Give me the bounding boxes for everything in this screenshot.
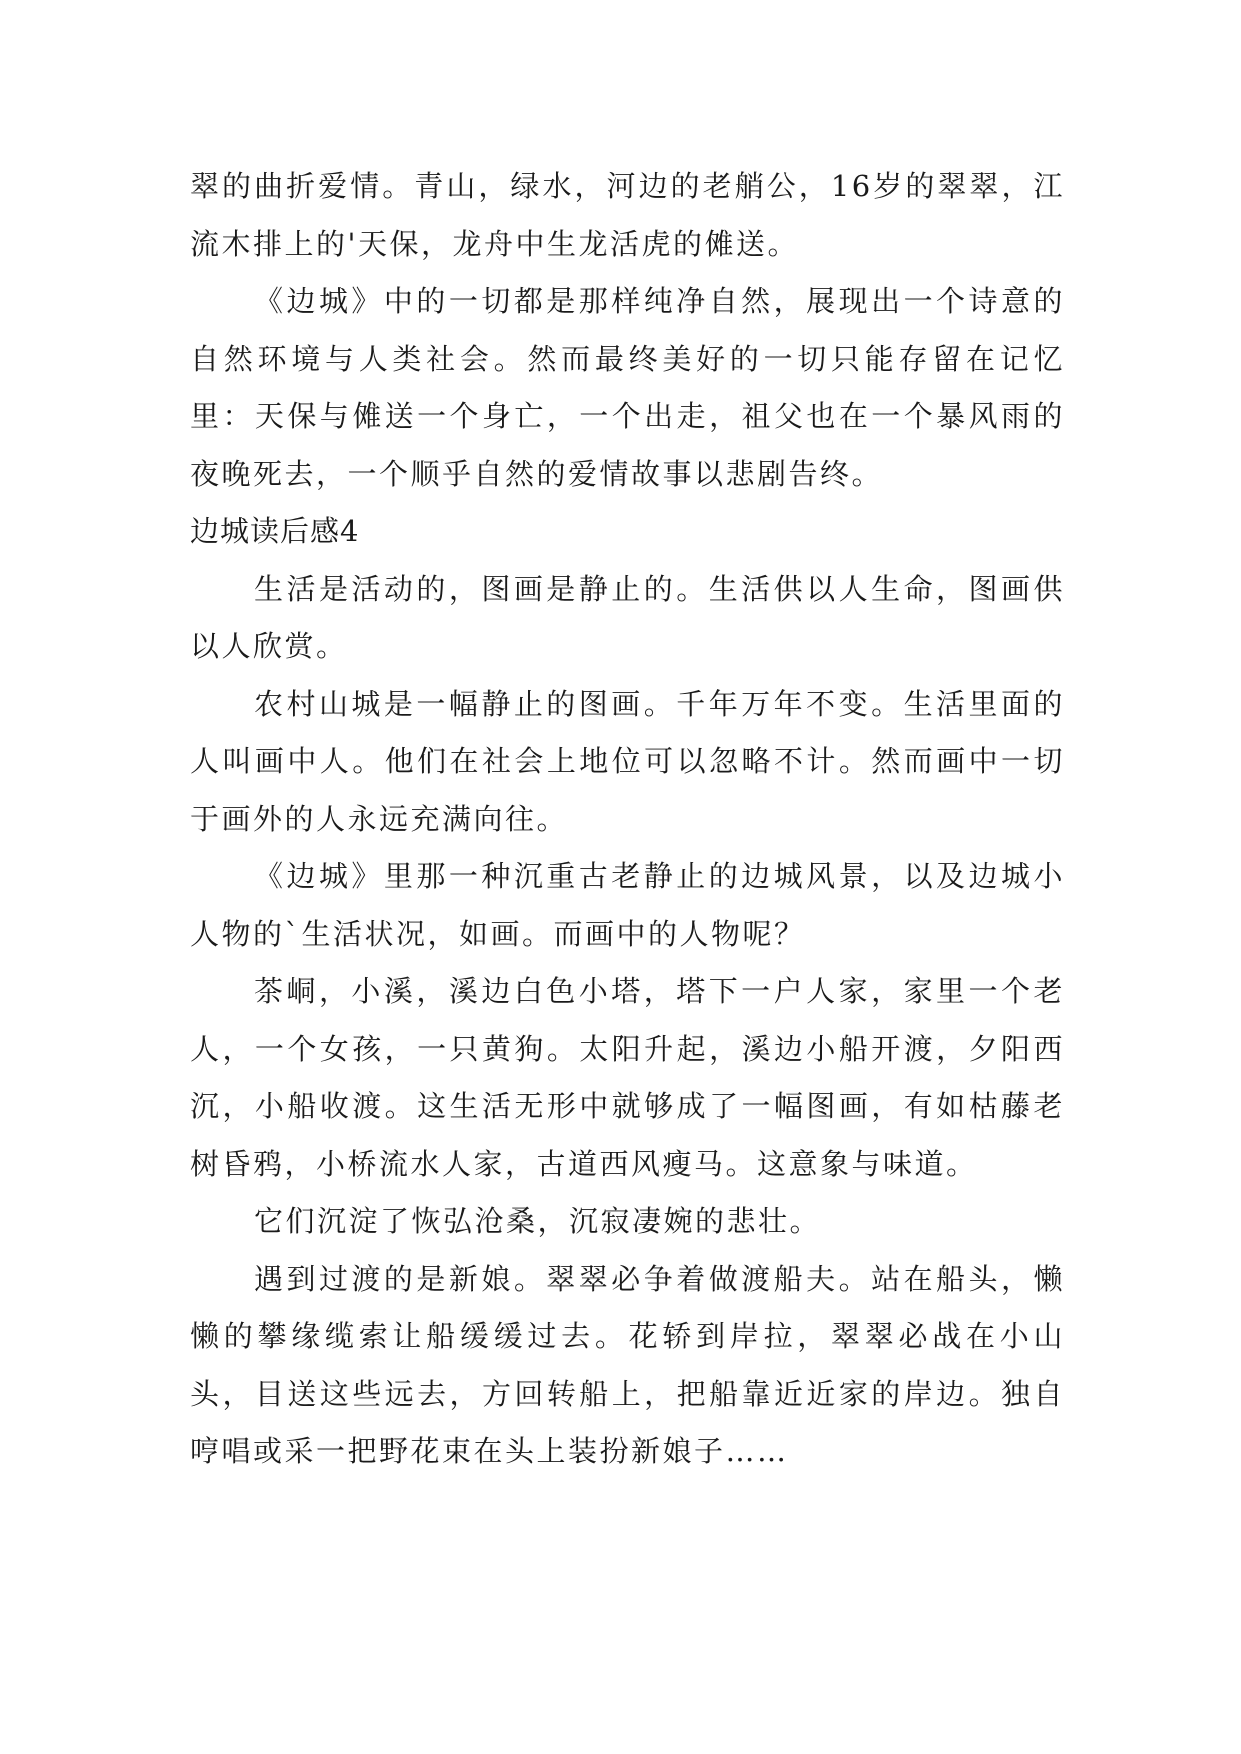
paragraph-8: 遇到过渡的是新娘。翠翠必争着做渡船夫。站在船头，懒懒的攀缘缆索让船缓缓过去。花轿到岸拉，翠翠必战在小山头，目送这些远去，方回转船上，把船靠近近家的岸边。独自哼唱或采一把野花束在头上装扮新娘子…… <box>190 1261 1065 1468</box>
paragraph-6: 茶峒，小溪，溪边白色小塔，塔下一户人家，家里一个老人，一个女孩，一只黄狗。太阳升起，溪边小船开渡，夕阳西沉，小船收渡。这生活无形中就够成了一幅图画，有如枯藤老树昏鸦，小桥流水人家，古道西风瘦马。这意象与味道。 <box>190 974 1065 1181</box>
document-body <box>190 158 1065 1481</box>
paragraph-2: 《边城》中的一切都是那样纯净自然，展现出一个诗意的自然环境与人类社会。然而最终美好的一切只能存留在记忆里：天保与傩送一个身亡，一个出走，祖父也在一个暴风雨的夜晚死去，一个顺乎自然的爱情故事以悲剧告终。 <box>190 284 1065 491</box>
paragraph-7: 它们沉淀了恢弘沧桑，沉寂凄婉的悲壮。 <box>254 1204 822 1238</box>
paragraph-3: 生活是活动的，图画是静止的。生活供以人生命，图画供以人欣赏。 <box>190 571 1065 663</box>
section-heading: 边城读后感4 <box>190 514 360 548</box>
paragraph-4: 农村山城是一幅静止的图画。千年万年不变。生活里面的人叫画中人。他们在社会上地位可以忽略不计。然而画中一切于画外的人永远充满向往。 <box>190 686 1065 836</box>
paragraph-5: 《边城》里那一种沉重古老静止的边城风景，以及边城小人物的`生活状况，如画。而画中的人物呢？ <box>190 859 1065 951</box>
paragraph-1: 翠的曲折爱情。青山，绿水，河边的老艄公，16岁的翠翠，江流木排上的'天保，龙舟中生龙活虎的傩送。 <box>190 169 1065 261</box>
